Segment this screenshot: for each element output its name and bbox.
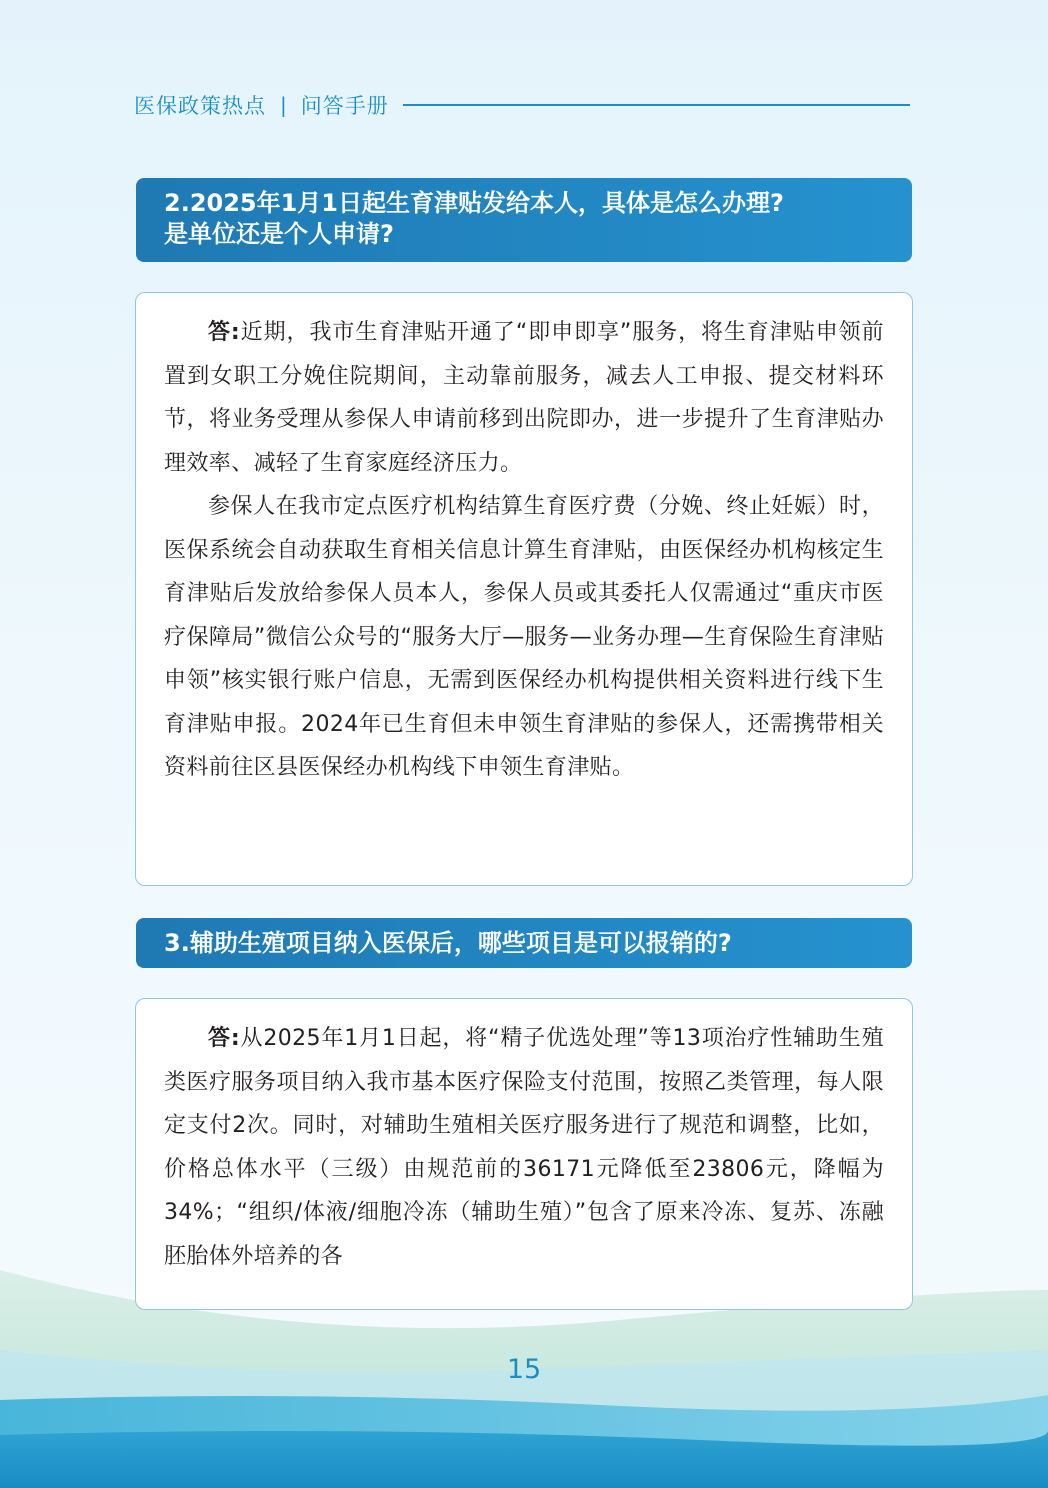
answer-3-label: 答: bbox=[208, 1026, 241, 1051]
answer-2-text-1: 近期，我市生育津贴开通了“即申即享”服务，将生育津贴申领前置到女职工分娩住院期间，主动靠前服务，减去人工申报、提交材料环节，将业务受理从参保人申请前移到出院即办，进一步提升了生育津贴办理效率、减轻了生育家庭经济压力。 bbox=[164, 320, 884, 476]
page-header bbox=[134, 88, 910, 122]
question-2-title-line2: 是单位还是个人申请? bbox=[164, 220, 394, 248]
question-3-title: 3.辅助生殖项目纳入医保后，哪些项目是可以报销的? bbox=[164, 929, 732, 957]
answer-2-box bbox=[135, 292, 913, 886]
question-2-title-line1: 2.2025年1月1日起生育津贴发给本人，具体是怎么办理? bbox=[164, 189, 784, 217]
question-2-banner bbox=[136, 178, 912, 262]
answer-2-label: 答: bbox=[208, 320, 241, 345]
page-number: 15 bbox=[506, 1354, 542, 1385]
header-separator: | bbox=[280, 93, 287, 117]
answer-3-box bbox=[135, 998, 913, 1310]
answer-2-paragraph-2: 参保人在我市定点医疗机构结算生育医疗费（分娩、终止妊娠）时，医保系统会自动获取生育相关信息计算生育津贴，由医保经办机构核定生育津贴后发放给参保人员本人，参保人员或其委托人仅需通过“重庆市医疗保障局”微信公众号的“服务大厅—服务—业务办理—生育保险生育津贴申领”核实银行账户信息，无需到医保经办机构提供相关资料进行线下生育津贴申报。2024年已生育但未申领生育津贴的参保人，还需携带相关资料前往区县医保经办机构线下申领生育津贴。 bbox=[164, 494, 884, 780]
question-3-banner bbox=[136, 918, 912, 968]
answer-2-paragraph-1 bbox=[164, 311, 884, 485]
header-rule bbox=[403, 104, 910, 106]
answer-3-text-1: 从2025年1月1日起，将“精子优选处理”等13项治疗性辅助生殖类医疗服务项目纳入我市基本医疗保险支付范围，按照乙类管理，每人限定支付2次。同时，对辅助生殖相关医疗服务进行了规范和调整，比如，价格总体水平（三级）由规范前的36171元降低至23806元，降幅为34%；“组织/体液/细胞冷冻（辅助生殖）”包含了原来冷冻、复苏、冻融胚胎体外培养的各 bbox=[164, 1026, 884, 1269]
header-title-right: 问答手册 bbox=[300, 94, 389, 118]
answer-3-paragraph-1 bbox=[164, 1017, 884, 1278]
header-title-left: 医保政策热点 bbox=[134, 94, 266, 118]
